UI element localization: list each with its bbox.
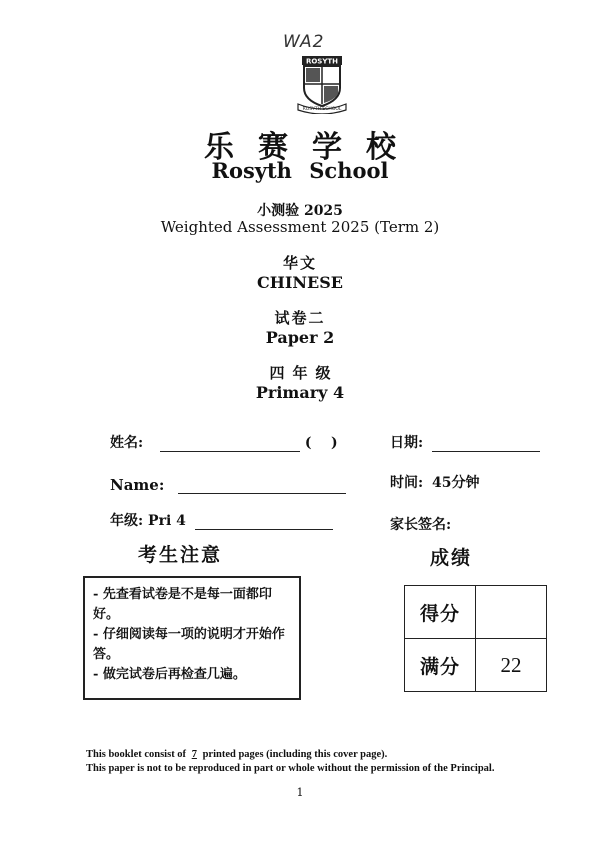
crest-bottom-text: ROSYTH SCHOOL (302, 107, 342, 112)
table-row (405, 586, 547, 639)
footer-pages-note (86, 749, 387, 760)
school-name-chinese: 乐赛学校 (204, 130, 420, 165)
notice-item: - 做完试卷后再检查几遍。 (93, 667, 246, 682)
assessment-name-chinese: 小测验 2025 (257, 203, 343, 219)
score-total-value: 22 (476, 639, 547, 692)
class-line[interactable] (195, 515, 333, 530)
school-name-english: Rosyth School (211, 158, 389, 183)
footer-text: printed pages (including this cover page). (202, 749, 388, 760)
notice-item: - 先查看试卷是不是每一面都印好。 (93, 587, 272, 622)
class-label: 年级: (110, 513, 144, 529)
name-en-line[interactable] (178, 479, 346, 494)
crest-top-text: ROSYTH (305, 57, 339, 66)
time-value: 45分钟 (432, 475, 480, 491)
name-en-field (110, 476, 346, 494)
score-obtained-label: 得分 (405, 586, 476, 639)
assessment-name-english: Weighted Assessment 2025 (Term 2) (160, 218, 440, 236)
level-chinese: 四年级 (269, 364, 339, 382)
class-field (110, 510, 333, 530)
date-label: 日期: (390, 435, 424, 451)
school-crest-icon (296, 54, 348, 114)
level-english: Primary 4 (255, 383, 345, 402)
paper-chinese: 试卷二 (274, 309, 326, 327)
time-label: 时间: (390, 475, 424, 491)
name-cn-line[interactable] (160, 437, 300, 452)
score-table (404, 585, 547, 692)
paper-english: Paper 2 (265, 328, 335, 347)
footer-text: This booklet consist of (86, 749, 187, 760)
subject-english: CHINESE (257, 273, 343, 292)
footer-page-count: 7 (191, 749, 197, 760)
table-row (405, 639, 547, 692)
score-total-label: 满分 (405, 639, 476, 692)
notice-box (83, 576, 301, 700)
parent-sign-field (390, 514, 451, 534)
name-en-label: Name: (110, 476, 165, 494)
handwritten-note: WA2 (283, 32, 325, 52)
notice-item: - 仔细阅读每一项的说明才开始作答。 (93, 627, 285, 662)
date-field (390, 432, 540, 452)
date-line[interactable] (432, 437, 540, 452)
subject-chinese: 华文 (282, 254, 317, 272)
name-cn-label: 姓名: (110, 435, 144, 451)
time-field (390, 472, 480, 492)
score-obtained-value[interactable] (476, 586, 547, 639)
page-number: 1 (296, 786, 304, 799)
score-title: 成绩 (430, 547, 473, 569)
class-value: Pri 4 (148, 513, 186, 529)
parent-sign-label: 家长签名: (390, 517, 452, 533)
notice-title: 考生注意 (138, 544, 223, 566)
class-index-paren: ( ) (304, 435, 338, 451)
footer-permission-note: This paper is not to be reproduced in part or whole without the permission of the Principal. (86, 763, 495, 774)
name-cn-field (110, 432, 338, 452)
